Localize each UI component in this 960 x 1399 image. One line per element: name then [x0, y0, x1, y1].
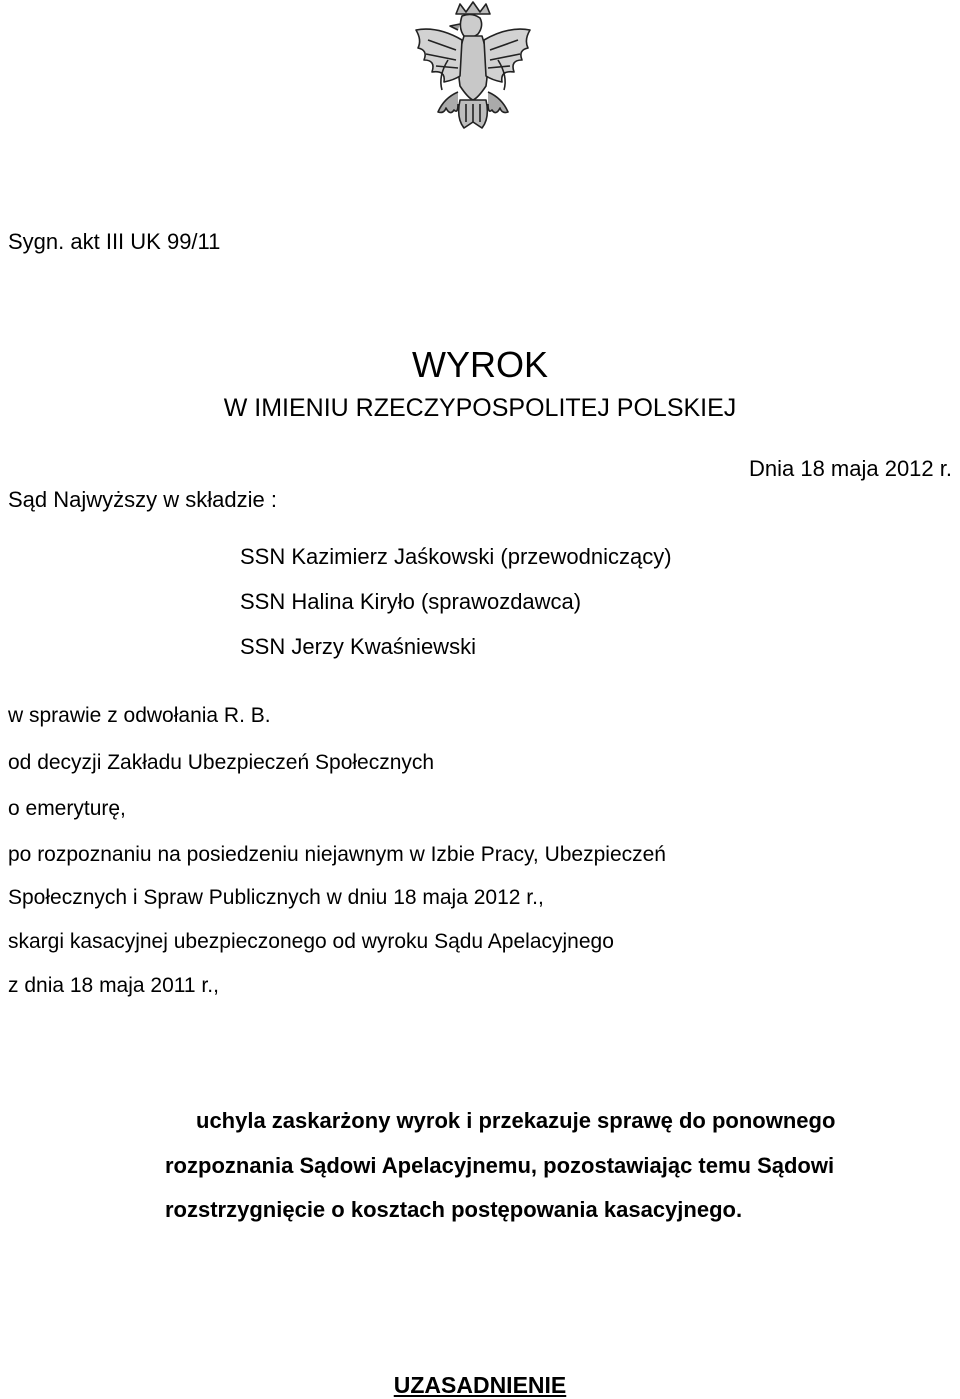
judge-member: SSN Jerzy Kwaśniewski — [240, 634, 476, 659]
case-line: Społecznych i Spraw Publicznych w dniu 18 maja 2012 r., — [8, 886, 544, 909]
case-line: o emeryturę, — [8, 797, 126, 820]
case-line: skargi kasacyjnej ubezpieczonego od wyroku Sądu Apelacyjnego — [8, 930, 614, 953]
case-line: po rozpoznaniu na posiedzeniu niejawnym w Izbie Pracy, Ubezpieczeń — [8, 843, 666, 866]
polish-eagle-emblem — [398, 0, 548, 168]
verdict-line: uchyla zaskarżony wyrok i przekazuje sprawę do ponownego — [196, 1108, 836, 1133]
judge-rapporteur: SSN Halina Kiryło (sprawozdawca) — [240, 589, 582, 614]
case-line: z dnia 18 maja 2011 r., — [8, 974, 219, 997]
verdict-line: rozstrzygnięcie o kosztach postępowania kasacyjnego. — [165, 1197, 743, 1222]
judge-presiding: SSN Kazimierz Jaśkowski (przewodniczący) — [240, 544, 672, 569]
case-line: w sprawie z odwołania R. B. — [8, 704, 271, 727]
justification-heading: UZASADNIENIE — [393, 1372, 567, 1398]
verdict-line: rozpoznania Sądowi Apelacyjnemu, pozostawiając temu Sądowi — [165, 1153, 835, 1178]
case-signature: Sygn. akt III UK 99/11 — [8, 229, 221, 254]
judgment-date: Dnia 18 maja 2012 r. — [748, 456, 952, 481]
document-subtitle: W IMIENIU RZECZYPOSPOLITEJ POLSKIEJ — [223, 394, 737, 422]
document-title: WYROK — [411, 344, 548, 385]
court-composition-label: Sąd Najwyższy w składzie : — [8, 487, 277, 512]
case-line: od decyzji Zakładu Ubezpieczeń Społecznych — [8, 751, 435, 774]
